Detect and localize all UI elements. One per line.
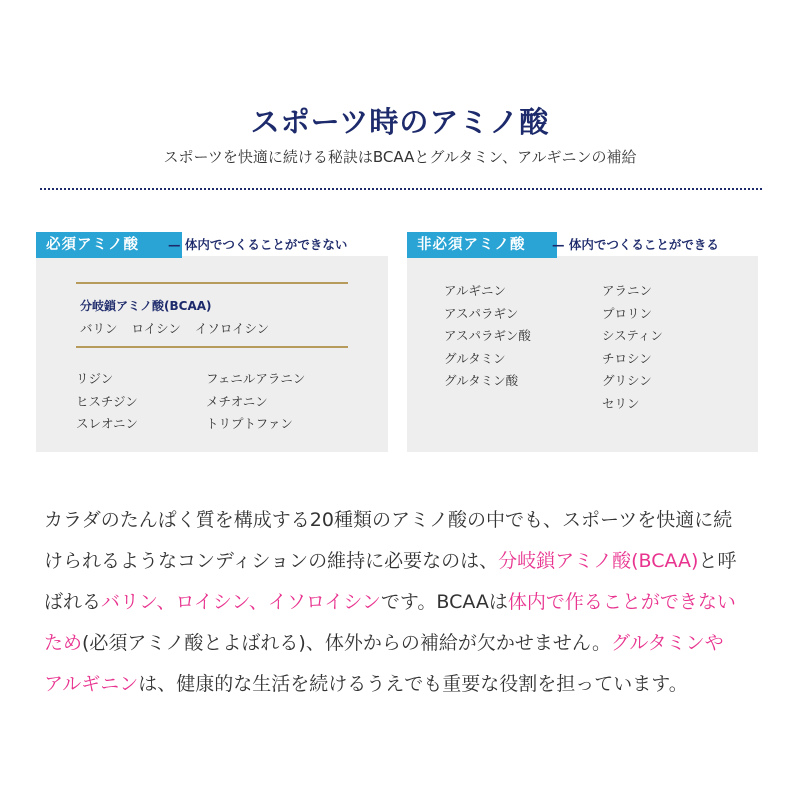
body-text: (必須アミノ酸とよばれる)、体外からの補給が欠かせません。: [82, 632, 611, 654]
page-title: スポーツ時のアミノ酸: [250, 105, 550, 139]
list-item: アスパラギン: [444, 305, 519, 321]
list-item: アスパラギン酸: [444, 328, 531, 343]
list-item: グルタミン酸: [444, 373, 519, 388]
body-line-1: [44, 500, 764, 541]
highlight-text: バリン、ロイシン、イソロイシン: [101, 591, 381, 613]
list-item: チロシン: [602, 350, 652, 366]
body-line-5: [44, 664, 764, 705]
dotted-divider: [40, 188, 762, 190]
body-line-3: [44, 582, 764, 623]
essential-col-1: [76, 368, 138, 436]
body-text: けられるようなコンディションの維持に必要なのは、: [44, 550, 499, 572]
highlight-text: 分岐鎖アミノ酸(BCAA): [498, 550, 699, 572]
list-item: プロリン: [602, 305, 653, 321]
list-item: メチオニン: [206, 393, 268, 409]
essential-col-2: [206, 368, 305, 436]
body-text: は、健康的な生活を続けるうえでも重要な役割を担っています。: [138, 673, 688, 695]
bcaa-top-rule: [76, 282, 348, 284]
body-text: カラダのたんぱく質を構成する20種類のアミノ酸の中でも、スポーツを快適に続: [44, 509, 733, 531]
list-item: ヒスチジン: [76, 393, 138, 409]
list-item: セリン: [602, 395, 640, 411]
bcaa-items: [80, 319, 279, 337]
highlight-text: ため: [44, 632, 83, 654]
bcaa-item: ロイシン: [131, 321, 181, 336]
bcaa-item: イソロイシン: [194, 321, 270, 336]
bcaa-heading: 分岐鎖アミノ酸(BCAA): [80, 299, 212, 313]
body-text: です。BCAAは: [380, 591, 508, 613]
nonessential-note: — 体内でつくることができる: [552, 237, 719, 252]
nonessential-col-1: [444, 280, 531, 393]
nonessential-tag: 非必須アミノ酸: [407, 232, 557, 258]
body-text: と呼: [698, 550, 737, 572]
page-subtitle: スポーツを快適に続ける秘訣はBCAAとグルタミン、アルギニンの補給: [163, 148, 637, 166]
list-item: システィン: [602, 328, 663, 343]
list-item: フェニルアラニン: [206, 371, 306, 386]
list-item: アラニン: [602, 283, 653, 298]
body-line-2: [44, 541, 764, 582]
list-item: アルギニン: [444, 283, 507, 298]
list-item: スレオニン: [76, 416, 139, 431]
list-item: グリシン: [602, 373, 652, 388]
highlight-text: 体内で作ることができない: [507, 591, 736, 613]
nonessential-col-2: [602, 280, 663, 415]
bcaa-item: バリン: [80, 321, 118, 336]
essential-note: — 体内でつくることができない: [168, 237, 348, 252]
highlight-text: グルタミンや: [610, 632, 724, 654]
highlight-text: アルギニン: [44, 673, 139, 695]
body-text: ばれる: [44, 591, 102, 613]
list-item: リジン: [76, 371, 114, 386]
list-item: トリプトファン: [206, 416, 293, 431]
list-item: グルタミン: [444, 350, 506, 366]
essential-tag: 必須アミノ酸: [36, 232, 182, 258]
bcaa-bottom-rule: [76, 346, 348, 348]
body-line-4: [44, 623, 764, 664]
body-paragraph: [44, 500, 764, 705]
